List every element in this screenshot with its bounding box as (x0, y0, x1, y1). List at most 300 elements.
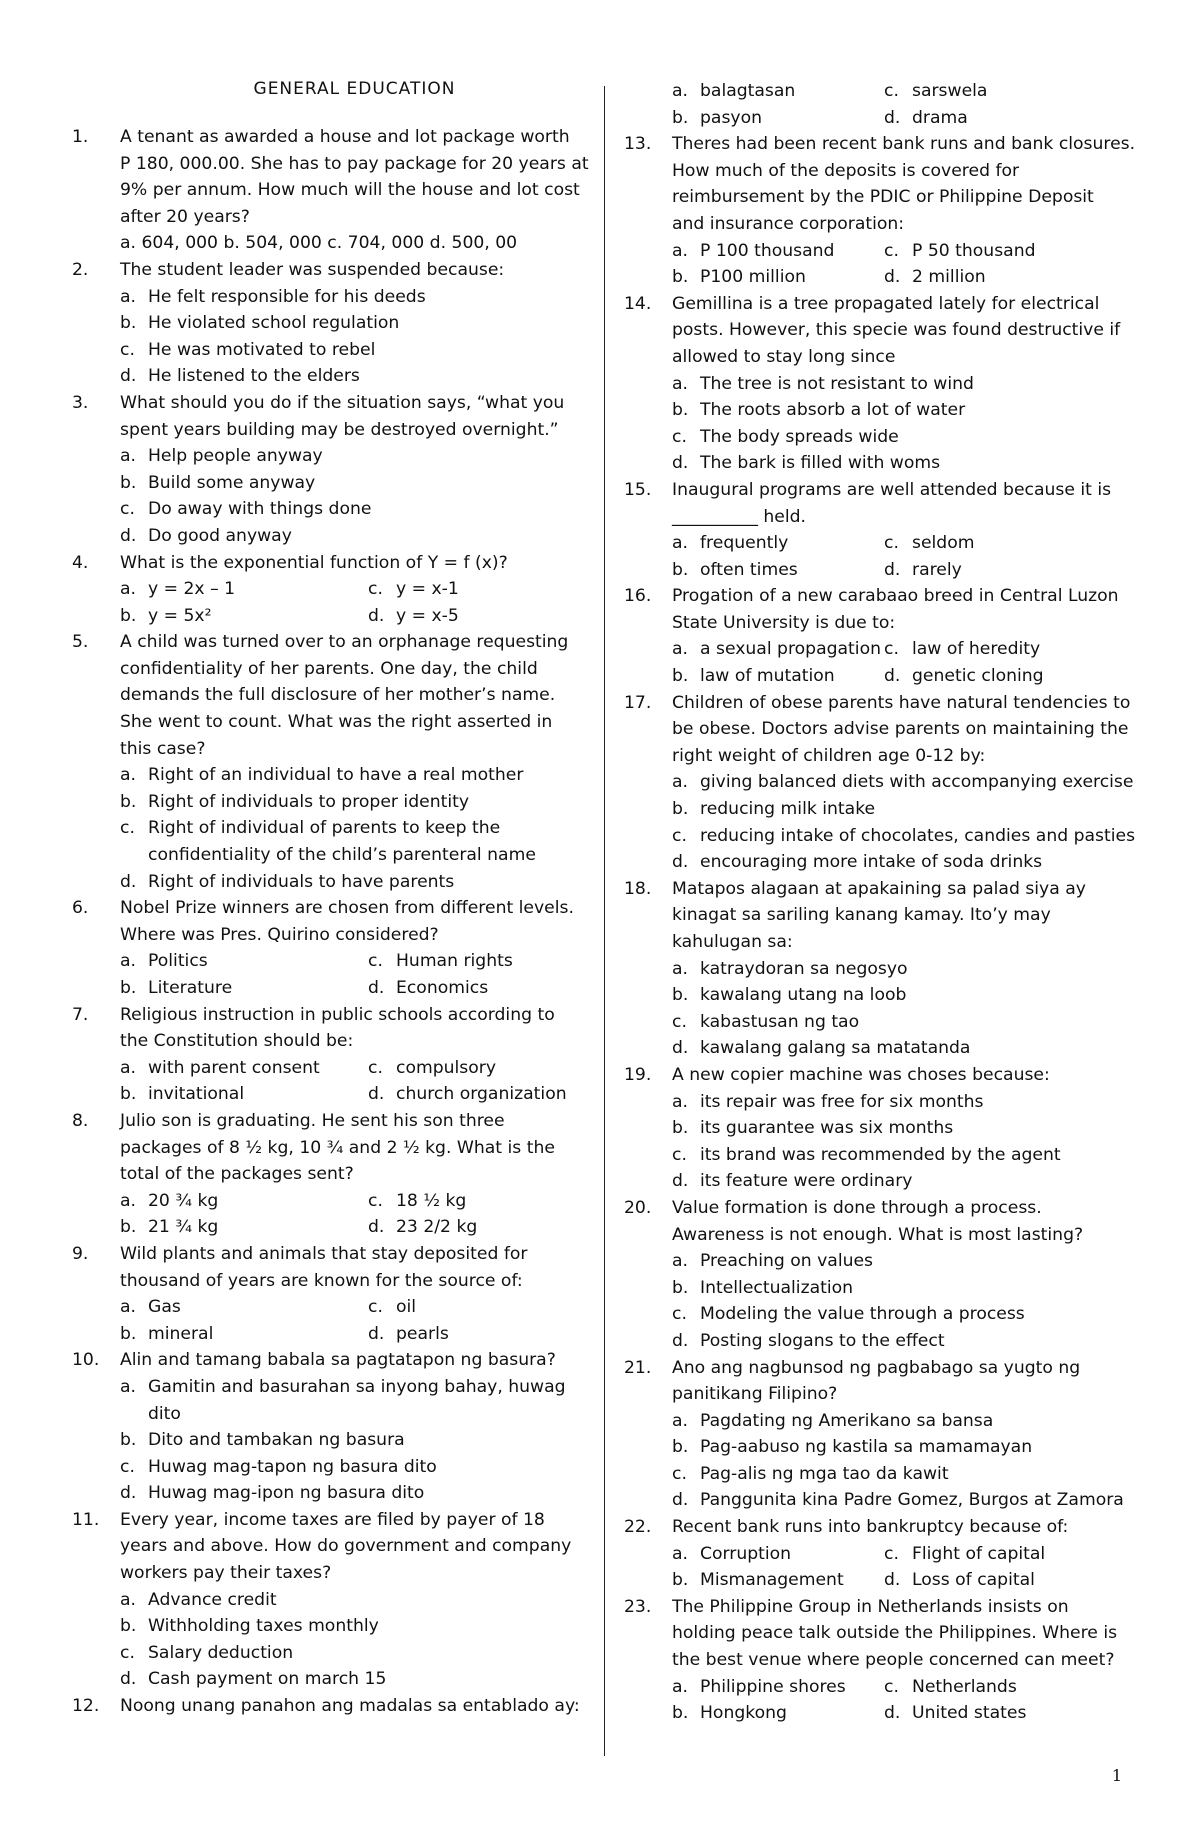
text-line (624, 743, 1124, 770)
question-number: 2. (72, 259, 89, 280)
left-question-list (72, 124, 597, 1720)
option-letter: c. (672, 1011, 687, 1032)
text-line (624, 1381, 1124, 1408)
question-text: A child was turned over to an orphanage requesting (120, 632, 569, 653)
answer-option (672, 1275, 853, 1302)
text-line (72, 682, 597, 709)
option-letter: d. (368, 1323, 385, 1344)
question-text-continued: thousand of years are known for the source of: (120, 1270, 523, 1291)
option-letter: d. (368, 1217, 385, 1238)
option-letter: a. (672, 1543, 688, 1564)
text-line (624, 1222, 1124, 1249)
text-line (624, 929, 1124, 956)
option-line (624, 636, 1124, 663)
answer-option (672, 1674, 846, 1701)
option-text: Gamitin and basurahan sa inyong bahay, huwag (148, 1376, 566, 1397)
option-line (72, 337, 597, 364)
answer-option (884, 1567, 1035, 1594)
question-line (72, 390, 597, 417)
option-letter: d. (368, 1084, 385, 1105)
option-text: Pagdating ng Amerikano sa bansa (700, 1410, 994, 1431)
question-line (72, 1241, 597, 1268)
option-line (624, 1700, 1124, 1727)
text-line (624, 504, 1124, 531)
option-line (624, 1089, 1124, 1116)
question-number: 1. (72, 127, 89, 147)
option-text: Literature (148, 978, 233, 998)
question-line (624, 690, 1131, 717)
question-number: 20. (624, 1197, 652, 1218)
answer-option (120, 1214, 218, 1241)
question-line (72, 257, 597, 284)
option-line (72, 363, 597, 390)
option-letter: a. (672, 240, 688, 261)
answer-option (672, 982, 906, 1009)
option-line (72, 1640, 597, 1667)
answer-option (120, 1587, 277, 1614)
option-line (72, 310, 597, 337)
answer-option (672, 450, 940, 477)
question-number: 21. (624, 1357, 652, 1378)
option-letter: a. (672, 533, 688, 554)
option-letter: d. (120, 1483, 137, 1504)
option-letter: a. (672, 958, 688, 979)
option-text: reducing milk intake (700, 799, 876, 820)
option-text: Economics (396, 978, 489, 998)
option-letter: b. (120, 605, 137, 626)
option-letter: d. (120, 1669, 137, 1690)
text-line (72, 177, 597, 204)
option-letter: a. (672, 1251, 688, 1272)
answer-option (120, 762, 523, 789)
answer-option (120, 948, 208, 975)
question-text: What should you do if the situation says, “what you (120, 392, 565, 413)
question-text-continued: workers pay their taxes? (120, 1563, 332, 1584)
question-text: The Philippine Group in Netherlands insists on (672, 1596, 1069, 1617)
question-text: Alin and tamang babala sa pagtatapon ng basura? (120, 1350, 556, 1371)
question-line (624, 131, 1136, 158)
option-letter: a. (120, 446, 136, 467)
question-text-continued: P 180, 000.00. She has to pay package for 20 years at (120, 153, 589, 174)
option-line (624, 1567, 1124, 1594)
text-line (72, 656, 597, 683)
option-text: Huwag mag-tapon ng basura dito (148, 1456, 437, 1477)
option-line (624, 105, 1124, 132)
question-text-continued: this case? (120, 738, 206, 759)
answer-option (672, 823, 1135, 850)
option-letter: d. (368, 605, 385, 626)
question-text: Gemillina is a tree propagated lately for electrical (672, 293, 1100, 314)
answer-option (672, 1035, 970, 1062)
option-line (72, 443, 597, 470)
answer-option (884, 238, 1036, 265)
option-letter: a. (120, 579, 136, 600)
text-line (72, 1401, 597, 1428)
option-letter: d. (884, 1570, 901, 1591)
option-letter: c. (672, 825, 687, 846)
option-line (624, 849, 1124, 876)
answer-option (672, 371, 974, 398)
option-text: 23 2/2 kg (396, 1217, 478, 1238)
answer-option (120, 1081, 244, 1108)
option-text: Human rights (396, 951, 513, 972)
option-line (624, 1461, 1124, 1488)
option-text: often times (700, 559, 798, 580)
option-text: genetic cloning (912, 666, 1044, 687)
question-number: 13. (624, 134, 652, 155)
option-text: giving balanced diets with accompanying exercise (700, 772, 1134, 793)
question-line (72, 550, 597, 577)
option-text: He listened to the elders (148, 366, 360, 387)
option-text: y = 5x² (148, 605, 212, 626)
answer-option (120, 337, 375, 364)
option-text: Cash payment on march 15 (148, 1669, 387, 1690)
question-text-continued: holding peace talk outside the Philippines. Where is (672, 1623, 1118, 1644)
answer-option (672, 1142, 1061, 1169)
question-text-continued: panitikang Filipino? (672, 1384, 838, 1405)
option-text: Right of individuals to have parents (148, 871, 455, 892)
option-letter: a. (120, 1297, 136, 1318)
question-text-continued: posts. However, this specie was found destructive if (672, 320, 1121, 341)
answer-option (120, 363, 360, 390)
option-text: confidentiality of the child’s parenteral name (148, 845, 536, 866)
text-line (72, 1533, 597, 1560)
option-letter: b. (120, 1084, 137, 1105)
option-letter: b. (672, 1437, 689, 1458)
answer-option (120, 1294, 181, 1321)
option-text: a sexual propagation (700, 639, 881, 660)
answer-option (120, 815, 500, 842)
option-letter: a. (672, 1410, 688, 1431)
question-number: 22. (624, 1517, 652, 1538)
option-text: y = x-5 (396, 605, 459, 626)
option-line (72, 948, 597, 975)
option-letter: a. (120, 1589, 136, 1610)
option-text: Advance credit (148, 1589, 277, 1610)
option-text: y = 2x – 1 (148, 579, 236, 600)
option-line (72, 1427, 597, 1454)
option-text: Pag-aabuso ng kastila sa mamamayan (700, 1437, 1033, 1458)
option-line (624, 424, 1124, 451)
question-line (624, 1594, 1124, 1621)
left-column (72, 78, 597, 1720)
answer-option (672, 397, 965, 424)
option-letter: c. (884, 240, 899, 261)
answer-option (120, 789, 469, 816)
answer-option (884, 663, 1044, 690)
answer-option-continued (120, 1401, 181, 1428)
option-line (624, 1248, 1124, 1275)
option-text: He felt responsible for his deeds (148, 286, 426, 307)
question-text-continued: Where was Pres. Quirino considered? (120, 924, 439, 945)
question-line (624, 1355, 1124, 1382)
option-line (624, 78, 1124, 105)
option-letter: d. (120, 525, 137, 546)
option-letter: d. (672, 852, 689, 873)
answer-option (672, 1009, 859, 1036)
option-letter: c. (368, 1297, 383, 1318)
answer-option (120, 1613, 379, 1640)
option-letter: c. (884, 1543, 899, 1564)
answer-option (672, 1089, 984, 1116)
option-text: its feature were ordinary (700, 1171, 913, 1192)
option-letter: b. (120, 1323, 137, 1344)
option-text: Build some anyway (148, 472, 316, 493)
question-text: Children of obese parents have natural tendencies to (672, 692, 1131, 713)
question-line (72, 1108, 597, 1135)
option-letter: a. (672, 1676, 688, 1697)
question-text-continued: demands the full disclosure of her mother’s name. (120, 685, 556, 706)
question-text-continued: total of the packages sent? (120, 1164, 354, 1185)
answer-option (884, 636, 1040, 663)
answer-option (672, 1700, 787, 1727)
question-text-continued: confidentiality of her parents. One day, the child (120, 658, 538, 679)
question-text-continued: years and above. How do government and company (120, 1536, 572, 1557)
text-line (624, 317, 1124, 344)
option-line (624, 530, 1124, 557)
option-letter: c. (120, 499, 135, 520)
option-text: Right of individual of parents to keep the (148, 818, 501, 839)
question-number: 6. (72, 898, 89, 919)
option-line (624, 450, 1124, 477)
option-line (72, 284, 597, 311)
answer-option (368, 948, 513, 975)
question-number: 17. (624, 692, 652, 713)
option-letter: a. (120, 951, 136, 972)
option-text: Mismanagement (700, 1570, 844, 1591)
option-text: church organization (396, 1084, 567, 1105)
option-line (624, 371, 1124, 398)
option-text: Panggunita kina Padre Gomez, Burgos at Zamora (700, 1490, 1124, 1511)
option-text: compulsory (396, 1057, 496, 1078)
option-line (72, 789, 597, 816)
answer-option (672, 530, 788, 557)
option-text: He violated school regulation (148, 313, 400, 334)
answer-option (368, 1214, 477, 1241)
answer-option (672, 849, 1042, 876)
option-letter: b. (672, 107, 689, 128)
question-text-continued: How much of the deposits is covered for (672, 160, 1020, 181)
option-text: Pag-alis ng mga tao da kawit (700, 1463, 949, 1484)
option-line (72, 1613, 597, 1640)
answer-option (884, 530, 974, 557)
question-text-continued: reimbursement by the PDIC or Philippine Deposit (672, 187, 1094, 208)
option-text: with parent consent (148, 1057, 320, 1078)
option-text: Salary deduction (148, 1642, 294, 1663)
text-line (624, 1620, 1124, 1647)
option-letter: a. (672, 81, 688, 101)
answer-option (120, 1321, 213, 1348)
option-line (72, 1321, 597, 1348)
answer-option (672, 956, 908, 983)
option-text: The bark is filled with woms (700, 453, 941, 474)
question-text: Julio son is graduating. He sent his son three (120, 1110, 505, 1131)
question-number: 7. (72, 1004, 89, 1025)
text-line (624, 184, 1124, 211)
text-line (624, 211, 1124, 238)
option-letter: a. (672, 1091, 688, 1112)
answer-option (672, 1541, 791, 1568)
option-letter: b. (120, 791, 137, 812)
text-line (624, 158, 1124, 185)
question-text-continued: be obese. Doctors advise parents on maintaining the (672, 719, 1129, 740)
option-letter: a. (120, 1190, 136, 1211)
option-text: Help people anyway (148, 446, 323, 467)
text-line (72, 1028, 597, 1055)
question-line (72, 1002, 597, 1029)
answer-option (672, 796, 875, 823)
answer-option (120, 284, 426, 311)
question-number: 10. (72, 1350, 100, 1371)
answer-option (120, 1374, 566, 1401)
question-number: 11. (72, 1509, 100, 1530)
answer-option (672, 424, 899, 451)
option-text: Right of individuals to proper identity (148, 791, 470, 812)
answer-option (884, 264, 986, 291)
option-text: law of heredity (912, 639, 1041, 660)
answer-option (120, 603, 212, 630)
answer-option (368, 1188, 466, 1215)
option-line (624, 1009, 1124, 1036)
answer-option (120, 869, 454, 896)
answer-option (120, 1640, 293, 1667)
option-line (624, 1408, 1124, 1435)
option-line (624, 1674, 1124, 1701)
text-line (72, 230, 597, 257)
option-line (624, 264, 1124, 291)
option-letter: c. (120, 1642, 135, 1663)
answer-option (672, 78, 795, 105)
option-text: encouraging more intake of soda drinks (700, 852, 1043, 873)
option-line (72, 1081, 597, 1108)
answer-option (672, 557, 798, 584)
option-letter: d. (672, 453, 689, 474)
option-text: Flight of capital (912, 1543, 1046, 1564)
option-letter: d. (672, 1330, 689, 1351)
answer-option (672, 238, 834, 265)
text-line (72, 1135, 597, 1162)
option-text: frequently (700, 533, 789, 554)
option-text: P 100 thousand (700, 240, 835, 261)
question-number: 3. (72, 392, 89, 413)
option-text: dito (148, 1403, 181, 1424)
option-line (72, 762, 597, 789)
option-text: drama (912, 107, 968, 128)
question-line (72, 1507, 597, 1534)
option-letter: b. (672, 1118, 689, 1139)
question-text-continued: 9% per annum. How much will the house and lot cost (120, 180, 580, 201)
option-letter: b. (672, 799, 689, 820)
question-number: 16. (624, 586, 652, 607)
right-column (624, 78, 1136, 1727)
option-line (72, 603, 597, 630)
option-line (72, 496, 597, 523)
page-title: GENERAL EDUCATION (253, 79, 456, 99)
question-line (72, 1347, 597, 1374)
option-text: Preaching on values (700, 1251, 874, 1272)
question-text-continued: and insurance corporation: (672, 213, 905, 234)
answer-option (884, 105, 968, 132)
answer-option (368, 1294, 416, 1321)
question-text-continued: the Constitution should be: (120, 1031, 354, 1052)
question-line (624, 583, 1124, 610)
text-line (72, 1560, 597, 1587)
question-line (624, 1514, 1124, 1541)
question-text-continued: after 20 years? (120, 206, 250, 227)
question-number: 14. (624, 293, 652, 314)
question-text: Nobel Prize winners are chosen from different levels. (120, 898, 574, 919)
answer-option (672, 636, 881, 663)
question-text-continued: packages of 8 ½ kg, 10 ¾ and 2 ½ kg. What is the (120, 1137, 555, 1158)
option-line (624, 1328, 1124, 1355)
question-text: Religious instruction in public schools according to (120, 1004, 555, 1025)
option-line (624, 1115, 1124, 1142)
text-line (72, 151, 597, 178)
option-line (72, 1374, 597, 1401)
option-letter: b. (672, 985, 689, 1006)
question-line (72, 895, 597, 922)
question-number: 15. (624, 479, 652, 500)
option-line (624, 796, 1124, 823)
option-line (624, 1275, 1124, 1302)
option-line (624, 1301, 1124, 1328)
option-letter: a. (120, 286, 136, 307)
answer-option (672, 769, 1133, 796)
question-text-continued: the best venue where people concerned can meet? (672, 1650, 1115, 1671)
answer-option (120, 576, 235, 603)
option-line (72, 815, 597, 842)
option-letter: b. (672, 666, 689, 687)
option-line (72, 1188, 597, 1215)
answer-option (120, 443, 323, 470)
answer-option (368, 1081, 567, 1108)
option-text: United states (912, 1703, 1027, 1724)
answer-option (368, 1321, 449, 1348)
option-letter: b. (672, 267, 689, 288)
answer-option (672, 1567, 844, 1594)
question-text-continued: She went to count. What was the right asserted in (120, 712, 553, 733)
option-text: Intellectualization (700, 1277, 854, 1298)
option-text: balagtasan (700, 81, 796, 101)
question-line (72, 124, 597, 151)
option-letter: b. (120, 978, 137, 998)
option-text: 20 ¾ kg (148, 1190, 219, 1211)
option-text: Corruption (700, 1543, 792, 1564)
question-number: 9. (72, 1243, 89, 1264)
option-line (624, 663, 1124, 690)
column-divider (604, 86, 605, 1756)
option-letter: d. (884, 107, 901, 128)
option-letter: c. (368, 579, 383, 600)
option-text: rarely (912, 559, 962, 580)
option-letter: b. (120, 1217, 137, 1238)
option-text: its repair was free for six months (700, 1091, 984, 1112)
answer-option (884, 1674, 1017, 1701)
option-line (72, 470, 597, 497)
right-question-list (624, 78, 1136, 1727)
option-line (624, 956, 1124, 983)
question-text: Every year, income taxes are filed by payer of 18 (120, 1509, 545, 1530)
option-line (624, 1434, 1124, 1461)
option-letter: b. (120, 1430, 137, 1451)
option-text: Philippine shores (700, 1676, 846, 1697)
option-text: sarswela (912, 81, 988, 101)
question-number: 8. (72, 1110, 89, 1131)
option-line (72, 523, 597, 550)
option-letter: d. (368, 978, 385, 998)
answer-option (672, 663, 835, 690)
text-line (624, 610, 1124, 637)
